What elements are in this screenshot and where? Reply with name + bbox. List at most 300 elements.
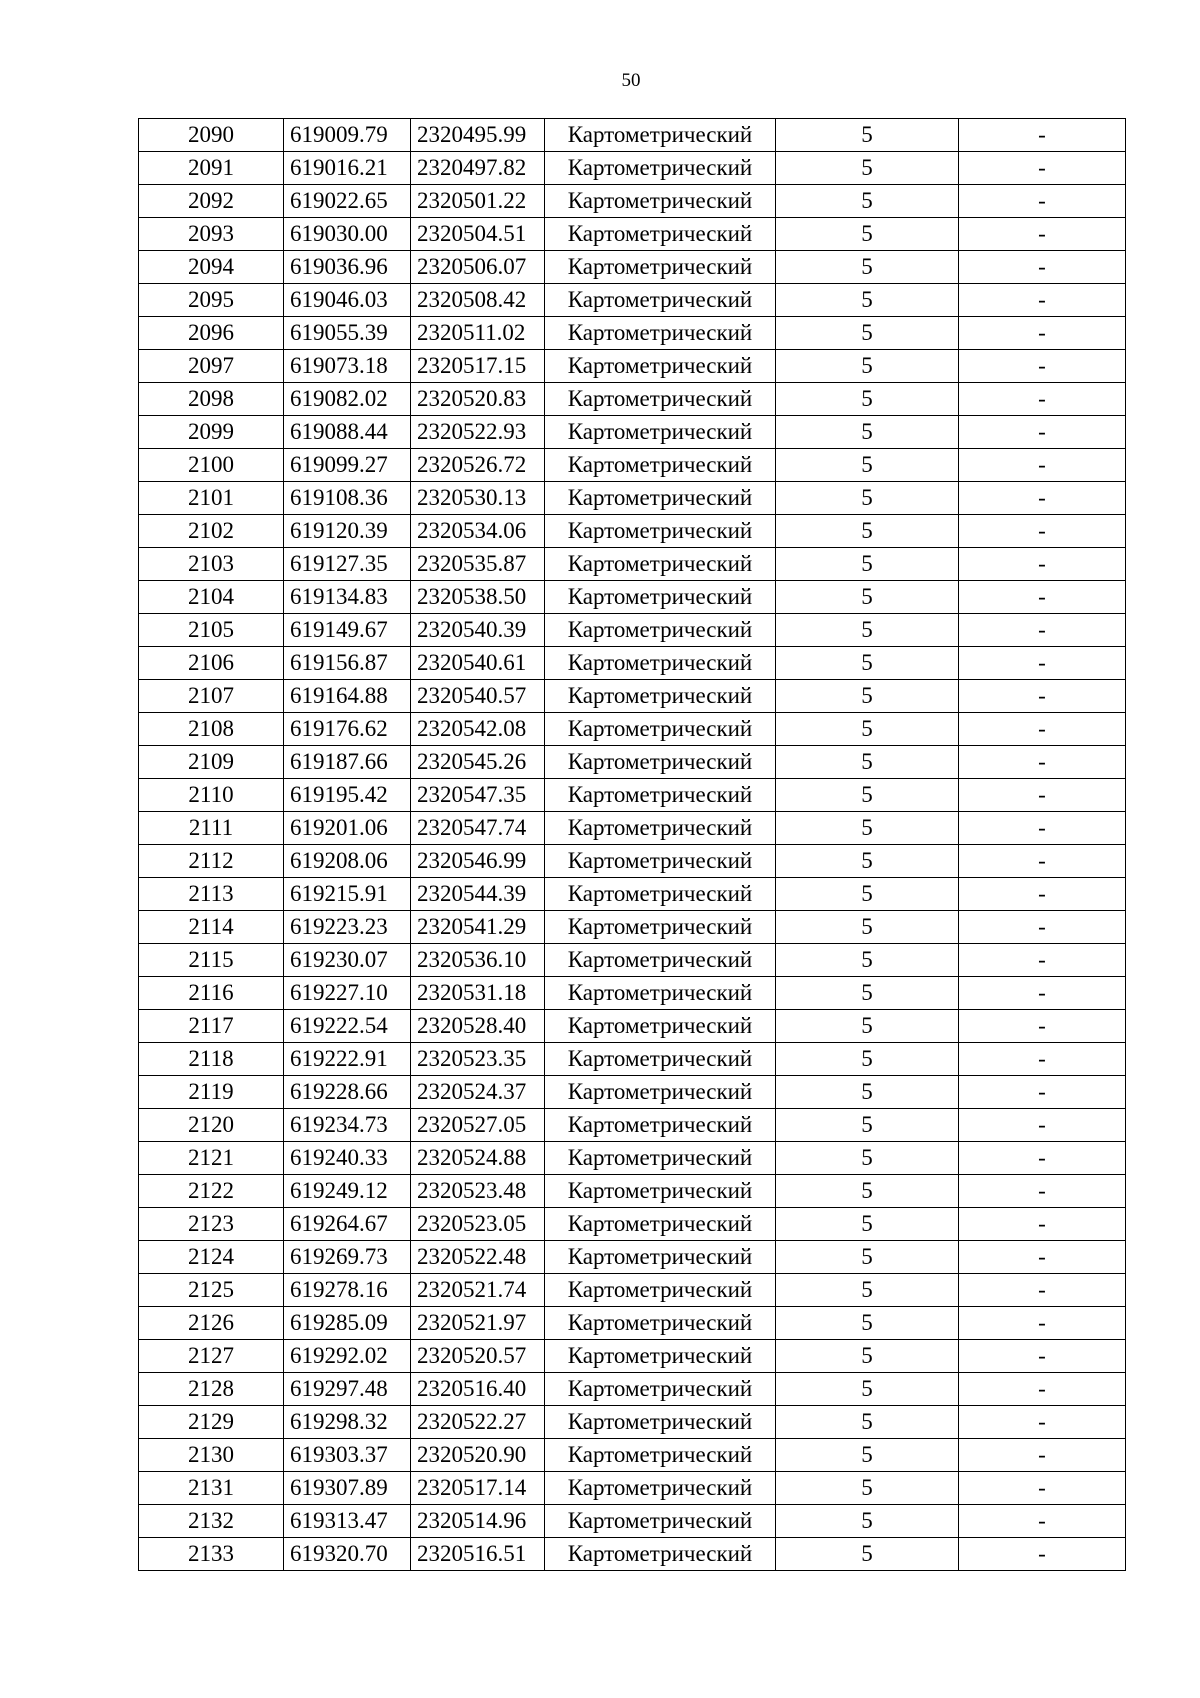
point-number-cell: 2131 [139, 1472, 284, 1505]
description-cell: - [959, 581, 1126, 614]
accuracy-cell: 5 [776, 647, 959, 680]
y-coordinate-cell: 2320528.40 [411, 1010, 545, 1043]
description-cell: - [959, 812, 1126, 845]
accuracy-cell: 5 [776, 1142, 959, 1175]
accuracy-cell: 5 [776, 779, 959, 812]
description-cell: - [959, 449, 1126, 482]
x-coordinate-cell: 619036.96 [284, 251, 411, 284]
point-number-cell: 2104 [139, 581, 284, 614]
accuracy-cell: 5 [776, 1175, 959, 1208]
table-row [139, 218, 1126, 251]
point-number-cell: 2115 [139, 944, 284, 977]
description-cell: - [959, 1373, 1126, 1406]
method-cell: Картометрический [545, 1175, 776, 1208]
point-number-cell: 2124 [139, 1241, 284, 1274]
x-coordinate-cell: 619088.44 [284, 416, 411, 449]
x-coordinate-cell: 619082.02 [284, 383, 411, 416]
point-number-cell: 2122 [139, 1175, 284, 1208]
method-cell: Картометрический [545, 1109, 776, 1142]
description-cell: - [959, 251, 1126, 284]
table-row [139, 1505, 1126, 1538]
table-row [139, 515, 1126, 548]
description-cell: - [959, 350, 1126, 383]
method-cell: Картометрический [545, 1241, 776, 1274]
y-coordinate-cell: 2320517.14 [411, 1472, 545, 1505]
x-coordinate-cell: 619046.03 [284, 284, 411, 317]
point-number-cell: 2102 [139, 515, 284, 548]
table-row [139, 317, 1126, 350]
y-coordinate-cell: 2320520.83 [411, 383, 545, 416]
accuracy-cell: 5 [776, 251, 959, 284]
accuracy-cell: 5 [776, 1010, 959, 1043]
accuracy-cell: 5 [776, 119, 959, 152]
point-number-cell: 2123 [139, 1208, 284, 1241]
table-row [139, 1208, 1126, 1241]
method-cell: Картометрический [545, 1439, 776, 1472]
y-coordinate-cell: 2320517.15 [411, 350, 545, 383]
page-number: 50 [621, 70, 641, 91]
accuracy-cell: 5 [776, 713, 959, 746]
table-row [139, 944, 1126, 977]
table-row [139, 680, 1126, 713]
table-row [139, 1010, 1126, 1043]
table-row [139, 647, 1126, 680]
y-coordinate-cell: 2320547.74 [411, 812, 545, 845]
y-coordinate-cell: 2320516.51 [411, 1538, 545, 1571]
method-cell: Картометрический [545, 218, 776, 251]
accuracy-cell: 5 [776, 185, 959, 218]
description-cell: - [959, 977, 1126, 1010]
accuracy-cell: 5 [776, 1505, 959, 1538]
accuracy-cell: 5 [776, 449, 959, 482]
description-cell: - [959, 1274, 1126, 1307]
y-coordinate-cell: 2320520.57 [411, 1340, 545, 1373]
accuracy-cell: 5 [776, 1307, 959, 1340]
description-cell: - [959, 845, 1126, 878]
x-coordinate-cell: 619208.06 [284, 845, 411, 878]
point-number-cell: 2130 [139, 1439, 284, 1472]
x-coordinate-cell: 619009.79 [284, 119, 411, 152]
table-row [139, 1043, 1126, 1076]
point-number-cell: 2105 [139, 614, 284, 647]
y-coordinate-cell: 2320511.02 [411, 317, 545, 350]
description-cell: - [959, 779, 1126, 812]
x-coordinate-cell: 619099.27 [284, 449, 411, 482]
x-coordinate-cell: 619215.91 [284, 878, 411, 911]
y-coordinate-cell: 2320524.88 [411, 1142, 545, 1175]
description-cell: - [959, 1043, 1126, 1076]
table-row [139, 1175, 1126, 1208]
table-row [139, 1307, 1126, 1340]
point-number-cell: 2101 [139, 482, 284, 515]
x-coordinate-cell: 619222.54 [284, 1010, 411, 1043]
table-row [139, 1340, 1126, 1373]
x-coordinate-cell: 619195.42 [284, 779, 411, 812]
method-cell: Картометрический [545, 1043, 776, 1076]
table-row [139, 152, 1126, 185]
point-number-cell: 2097 [139, 350, 284, 383]
y-coordinate-cell: 2320514.96 [411, 1505, 545, 1538]
y-coordinate-cell: 2320546.99 [411, 845, 545, 878]
table-row [139, 1241, 1126, 1274]
y-coordinate-cell: 2320527.05 [411, 1109, 545, 1142]
description-cell: - [959, 1208, 1126, 1241]
description-cell: - [959, 746, 1126, 779]
description-cell: - [959, 1076, 1126, 1109]
description-cell: - [959, 548, 1126, 581]
method-cell: Картометрический [545, 284, 776, 317]
description-cell: - [959, 284, 1126, 317]
point-number-cell: 2093 [139, 218, 284, 251]
method-cell: Картометрический [545, 1142, 776, 1175]
point-number-cell: 2118 [139, 1043, 284, 1076]
point-number-cell: 2107 [139, 680, 284, 713]
description-cell: - [959, 680, 1126, 713]
accuracy-cell: 5 [776, 515, 959, 548]
x-coordinate-cell: 619292.02 [284, 1340, 411, 1373]
table-row [139, 1406, 1126, 1439]
accuracy-cell: 5 [776, 1109, 959, 1142]
accuracy-cell: 5 [776, 1439, 959, 1472]
y-coordinate-cell: 2320535.87 [411, 548, 545, 581]
method-cell: Картометрический [545, 449, 776, 482]
x-coordinate-cell: 619228.66 [284, 1076, 411, 1109]
table-row [139, 548, 1126, 581]
x-coordinate-cell: 619223.23 [284, 911, 411, 944]
method-cell: Картометрический [545, 680, 776, 713]
description-cell: - [959, 218, 1126, 251]
point-number-cell: 2099 [139, 416, 284, 449]
accuracy-cell: 5 [776, 1076, 959, 1109]
description-cell: - [959, 152, 1126, 185]
method-cell: Картометрический [545, 911, 776, 944]
accuracy-cell: 5 [776, 812, 959, 845]
point-number-cell: 2120 [139, 1109, 284, 1142]
y-coordinate-cell: 2320530.13 [411, 482, 545, 515]
point-number-cell: 2111 [139, 812, 284, 845]
accuracy-cell: 5 [776, 482, 959, 515]
point-number-cell: 2117 [139, 1010, 284, 1043]
method-cell: Картометрический [545, 1307, 776, 1340]
x-coordinate-cell: 619055.39 [284, 317, 411, 350]
table-row [139, 1076, 1126, 1109]
description-cell: - [959, 1439, 1126, 1472]
accuracy-cell: 5 [776, 218, 959, 251]
method-cell: Картометрический [545, 1373, 776, 1406]
y-coordinate-cell: 2320521.97 [411, 1307, 545, 1340]
method-cell: Картометрический [545, 1538, 776, 1571]
table-row [139, 581, 1126, 614]
x-coordinate-cell: 619227.10 [284, 977, 411, 1010]
description-cell: - [959, 482, 1126, 515]
accuracy-cell: 5 [776, 350, 959, 383]
table-row [139, 911, 1126, 944]
y-coordinate-cell: 2320544.39 [411, 878, 545, 911]
x-coordinate-cell: 619285.09 [284, 1307, 411, 1340]
method-cell: Картометрический [545, 845, 776, 878]
table-row [139, 845, 1126, 878]
accuracy-cell: 5 [776, 746, 959, 779]
description-cell: - [959, 713, 1126, 746]
accuracy-cell: 5 [776, 878, 959, 911]
method-cell: Картометрический [545, 647, 776, 680]
method-cell: Картометрический [545, 1472, 776, 1505]
method-cell: Картометрический [545, 416, 776, 449]
method-cell: Картометрический [545, 746, 776, 779]
point-number-cell: 2128 [139, 1373, 284, 1406]
point-number-cell: 2129 [139, 1406, 284, 1439]
description-cell: - [959, 647, 1126, 680]
method-cell: Картометрический [545, 515, 776, 548]
table-row [139, 1109, 1126, 1142]
accuracy-cell: 5 [776, 1043, 959, 1076]
method-cell: Картометрический [545, 317, 776, 350]
coordinates-table [138, 118, 1126, 1571]
point-number-cell: 2110 [139, 779, 284, 812]
x-coordinate-cell: 619249.12 [284, 1175, 411, 1208]
description-cell: - [959, 119, 1126, 152]
table-row [139, 713, 1126, 746]
y-coordinate-cell: 2320497.82 [411, 152, 545, 185]
method-cell: Картометрический [545, 1010, 776, 1043]
method-cell: Картометрический [545, 713, 776, 746]
table-row [139, 1472, 1126, 1505]
point-number-cell: 2119 [139, 1076, 284, 1109]
description-cell: - [959, 878, 1126, 911]
x-coordinate-cell: 619240.33 [284, 1142, 411, 1175]
method-cell: Картометрический [545, 152, 776, 185]
y-coordinate-cell: 2320536.10 [411, 944, 545, 977]
y-coordinate-cell: 2320522.48 [411, 1241, 545, 1274]
description-cell: - [959, 1538, 1126, 1571]
point-number-cell: 2125 [139, 1274, 284, 1307]
table-row [139, 1373, 1126, 1406]
method-cell: Картометрический [545, 251, 776, 284]
table-row [139, 614, 1126, 647]
accuracy-cell: 5 [776, 911, 959, 944]
point-number-cell: 2127 [139, 1340, 284, 1373]
y-coordinate-cell: 2320540.57 [411, 680, 545, 713]
accuracy-cell: 5 [776, 1538, 959, 1571]
method-cell: Картометрический [545, 1406, 776, 1439]
x-coordinate-cell: 619108.36 [284, 482, 411, 515]
x-coordinate-cell: 619313.47 [284, 1505, 411, 1538]
description-cell: - [959, 944, 1126, 977]
table-row [139, 746, 1126, 779]
point-number-cell: 2094 [139, 251, 284, 284]
x-coordinate-cell: 619320.70 [284, 1538, 411, 1571]
accuracy-cell: 5 [776, 317, 959, 350]
y-coordinate-cell: 2320508.42 [411, 284, 545, 317]
table-row [139, 284, 1126, 317]
method-cell: Картометрический [545, 383, 776, 416]
accuracy-cell: 5 [776, 1472, 959, 1505]
accuracy-cell: 5 [776, 1406, 959, 1439]
point-number-cell: 2121 [139, 1142, 284, 1175]
point-number-cell: 2112 [139, 845, 284, 878]
method-cell: Картометрический [545, 119, 776, 152]
method-cell: Картометрический [545, 548, 776, 581]
x-coordinate-cell: 619307.89 [284, 1472, 411, 1505]
method-cell: Картометрический [545, 812, 776, 845]
description-cell: - [959, 185, 1126, 218]
point-number-cell: 2098 [139, 383, 284, 416]
method-cell: Картометрический [545, 1208, 776, 1241]
description-cell: - [959, 1406, 1126, 1439]
description-cell: - [959, 1175, 1126, 1208]
description-cell: - [959, 515, 1126, 548]
y-coordinate-cell: 2320545.26 [411, 746, 545, 779]
x-coordinate-cell: 619187.66 [284, 746, 411, 779]
table-row [139, 350, 1126, 383]
description-cell: - [959, 614, 1126, 647]
y-coordinate-cell: 2320516.40 [411, 1373, 545, 1406]
y-coordinate-cell: 2320521.74 [411, 1274, 545, 1307]
description-cell: - [959, 911, 1126, 944]
accuracy-cell: 5 [776, 680, 959, 713]
method-cell: Картометрический [545, 482, 776, 515]
description-cell: - [959, 1109, 1126, 1142]
description-cell: - [959, 416, 1126, 449]
description-cell: - [959, 317, 1126, 350]
y-coordinate-cell: 2320538.50 [411, 581, 545, 614]
x-coordinate-cell: 619022.65 [284, 185, 411, 218]
y-coordinate-cell: 2320531.18 [411, 977, 545, 1010]
point-number-cell: 2114 [139, 911, 284, 944]
y-coordinate-cell: 2320523.05 [411, 1208, 545, 1241]
x-coordinate-cell: 619297.48 [284, 1373, 411, 1406]
method-cell: Картометрический [545, 878, 776, 911]
method-cell: Картометрический [545, 185, 776, 218]
description-cell: - [959, 1142, 1126, 1175]
x-coordinate-cell: 619201.06 [284, 812, 411, 845]
x-coordinate-cell: 619176.62 [284, 713, 411, 746]
point-number-cell: 2092 [139, 185, 284, 218]
x-coordinate-cell: 619030.00 [284, 218, 411, 251]
y-coordinate-cell: 2320523.35 [411, 1043, 545, 1076]
x-coordinate-cell: 619234.73 [284, 1109, 411, 1142]
accuracy-cell: 5 [776, 1241, 959, 1274]
table-row [139, 1439, 1126, 1472]
method-cell: Картометрический [545, 1076, 776, 1109]
x-coordinate-cell: 619120.39 [284, 515, 411, 548]
table-row [139, 977, 1126, 1010]
accuracy-cell: 5 [776, 548, 959, 581]
method-cell: Картометрический [545, 1274, 776, 1307]
table-row [139, 416, 1126, 449]
x-coordinate-cell: 619149.67 [284, 614, 411, 647]
description-cell: - [959, 1010, 1126, 1043]
accuracy-cell: 5 [776, 416, 959, 449]
y-coordinate-cell: 2320547.35 [411, 779, 545, 812]
x-coordinate-cell: 619298.32 [284, 1406, 411, 1439]
y-coordinate-cell: 2320520.90 [411, 1439, 545, 1472]
accuracy-cell: 5 [776, 152, 959, 185]
x-coordinate-cell: 619073.18 [284, 350, 411, 383]
x-coordinate-cell: 619278.16 [284, 1274, 411, 1307]
y-coordinate-cell: 2320523.48 [411, 1175, 545, 1208]
table-row [139, 383, 1126, 416]
table-row [139, 449, 1126, 482]
y-coordinate-cell: 2320506.07 [411, 251, 545, 284]
x-coordinate-cell: 619164.88 [284, 680, 411, 713]
table-row [139, 185, 1126, 218]
x-coordinate-cell: 619269.73 [284, 1241, 411, 1274]
accuracy-cell: 5 [776, 614, 959, 647]
accuracy-cell: 5 [776, 1274, 959, 1307]
y-coordinate-cell: 2320522.27 [411, 1406, 545, 1439]
y-coordinate-cell: 2320504.51 [411, 218, 545, 251]
point-number-cell: 2091 [139, 152, 284, 185]
y-coordinate-cell: 2320540.61 [411, 647, 545, 680]
description-cell: - [959, 1241, 1126, 1274]
point-number-cell: 2113 [139, 878, 284, 911]
accuracy-cell: 5 [776, 581, 959, 614]
table-row [139, 1142, 1126, 1175]
method-cell: Картометрический [545, 614, 776, 647]
y-coordinate-cell: 2320542.08 [411, 713, 545, 746]
description-cell: - [959, 383, 1126, 416]
point-number-cell: 2096 [139, 317, 284, 350]
point-number-cell: 2103 [139, 548, 284, 581]
y-coordinate-cell: 2320495.99 [411, 119, 545, 152]
description-cell: - [959, 1307, 1126, 1340]
accuracy-cell: 5 [776, 845, 959, 878]
accuracy-cell: 5 [776, 1340, 959, 1373]
method-cell: Картометрический [545, 1505, 776, 1538]
x-coordinate-cell: 619156.87 [284, 647, 411, 680]
x-coordinate-cell: 619127.35 [284, 548, 411, 581]
point-number-cell: 2126 [139, 1307, 284, 1340]
point-number-cell: 2108 [139, 713, 284, 746]
method-cell: Картометрический [545, 581, 776, 614]
point-number-cell: 2095 [139, 284, 284, 317]
accuracy-cell: 5 [776, 977, 959, 1010]
accuracy-cell: 5 [776, 1208, 959, 1241]
table-body [139, 119, 1126, 1571]
method-cell: Картометрический [545, 350, 776, 383]
y-coordinate-cell: 2320541.29 [411, 911, 545, 944]
y-coordinate-cell: 2320534.06 [411, 515, 545, 548]
x-coordinate-cell: 619264.67 [284, 1208, 411, 1241]
accuracy-cell: 5 [776, 284, 959, 317]
table-row [139, 878, 1126, 911]
x-coordinate-cell: 619016.21 [284, 152, 411, 185]
y-coordinate-cell: 2320526.72 [411, 449, 545, 482]
table-row [139, 812, 1126, 845]
y-coordinate-cell: 2320524.37 [411, 1076, 545, 1109]
table-row [139, 1538, 1126, 1571]
table-row [139, 119, 1126, 152]
accuracy-cell: 5 [776, 944, 959, 977]
accuracy-cell: 5 [776, 1373, 959, 1406]
method-cell: Картометрический [545, 779, 776, 812]
x-coordinate-cell: 619230.07 [284, 944, 411, 977]
y-coordinate-cell: 2320540.39 [411, 614, 545, 647]
point-number-cell: 2132 [139, 1505, 284, 1538]
point-number-cell: 2090 [139, 119, 284, 152]
method-cell: Картометрический [545, 977, 776, 1010]
x-coordinate-cell: 619134.83 [284, 581, 411, 614]
description-cell: - [959, 1472, 1126, 1505]
y-coordinate-cell: 2320522.93 [411, 416, 545, 449]
table-row [139, 482, 1126, 515]
description-cell: - [959, 1505, 1126, 1538]
method-cell: Картометрический [545, 944, 776, 977]
x-coordinate-cell: 619303.37 [284, 1439, 411, 1472]
point-number-cell: 2109 [139, 746, 284, 779]
y-coordinate-cell: 2320501.22 [411, 185, 545, 218]
